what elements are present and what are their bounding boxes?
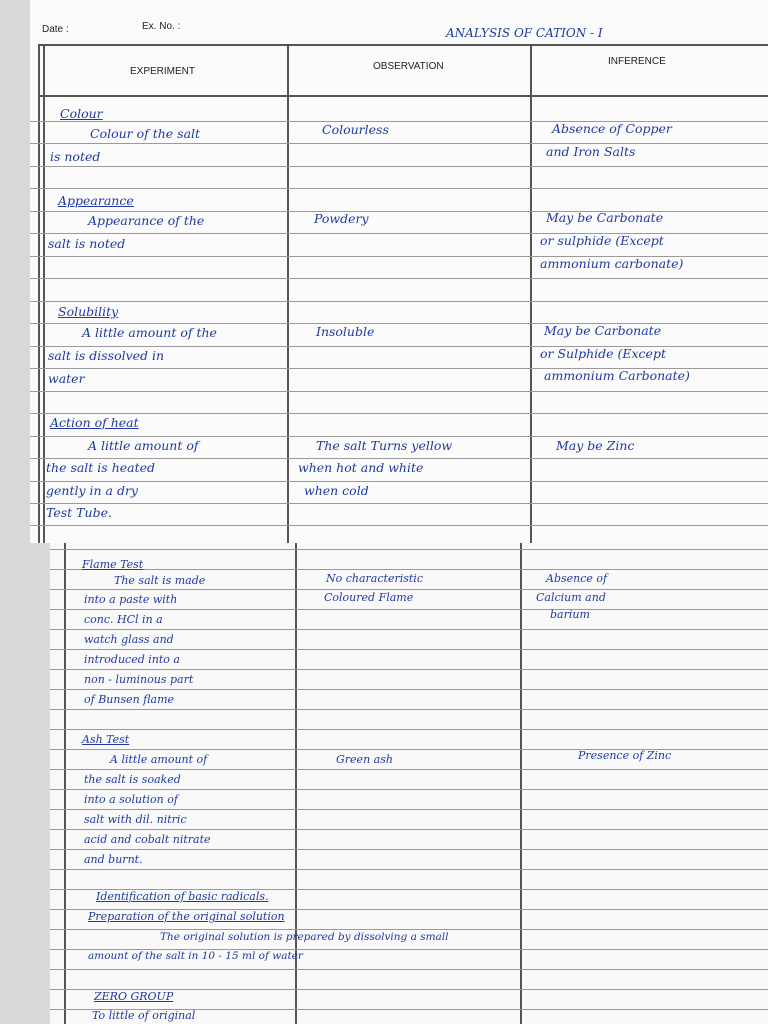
experiment-line: non - luminous part — [84, 673, 194, 686]
experiment-line: watch glass and — [84, 633, 174, 646]
header-experiment: EXPERIMENT — [130, 66, 196, 77]
observation-line: Green ash — [336, 753, 393, 766]
ruled-line — [30, 436, 768, 437]
ruled-line — [50, 669, 768, 670]
ruled-line — [30, 503, 768, 504]
ruled-line — [50, 549, 768, 550]
observation-line: No characteristic — [326, 572, 423, 585]
row-heading-colour: Colour — [60, 106, 103, 121]
ruled-line — [50, 649, 768, 650]
ruled-line — [50, 789, 768, 790]
observation-line: Coloured Flame — [324, 591, 414, 604]
paragraph-line: The original solution is prepared by dissolving a small — [160, 931, 449, 943]
observation-line: when hot and white — [298, 460, 424, 475]
experiment-line: is noted — [50, 149, 101, 164]
ruled-line — [50, 709, 768, 710]
experiment-line: introduced into a — [84, 653, 180, 666]
date-label: Date : — [42, 24, 69, 35]
ruled-line — [50, 869, 768, 870]
ruled-line — [50, 729, 768, 730]
zero-group-line: To little of original — [92, 1009, 196, 1022]
ruled-line — [50, 609, 768, 610]
ruled-line — [30, 166, 768, 167]
experiment-line: water — [48, 371, 85, 386]
experiment-line: The salt is made — [114, 574, 206, 587]
record-sheet-bottom — [50, 543, 768, 1024]
ruled-line — [50, 849, 768, 850]
header-bottom-border — [38, 95, 768, 97]
zero-group-heading: ZERO GROUP — [94, 990, 174, 1003]
ruled-line — [50, 809, 768, 810]
observation-line: The salt Turns yellow — [316, 438, 453, 453]
ruled-line — [30, 301, 768, 302]
experiment-line: A little amount of — [110, 753, 208, 766]
experiment-line: salt with dil. nitric — [84, 813, 187, 826]
ruled-line — [30, 391, 768, 392]
table-margin-line — [64, 543, 66, 1024]
inference-line: Absence of — [546, 572, 608, 585]
record-sheet-top — [30, 0, 768, 543]
experiment-line: of Bunsen flame — [84, 693, 175, 706]
exno-label: Ex. No. : — [142, 21, 181, 32]
experiment-line: Appearance of the — [88, 213, 205, 228]
inference-line: and Iron Salts — [546, 144, 636, 159]
ruled-line — [50, 769, 768, 770]
row-heading-appearance: Appearance — [58, 193, 134, 208]
ruled-line — [30, 278, 768, 279]
ruled-line — [30, 143, 768, 144]
inference-line: or Sulphide (Except — [540, 346, 666, 361]
observation-line: Powdery — [314, 211, 369, 226]
experiment-line: into a paste with — [84, 593, 178, 606]
experiment-line: salt is dissolved in — [48, 348, 165, 363]
subsection-title: Preparation of the original solution — [88, 910, 285, 923]
experiment-line: A little amount of the — [82, 325, 217, 340]
column-divider-2 — [520, 543, 522, 1024]
column-divider-2 — [530, 44, 532, 543]
row-heading-flame-test: Flame Test — [82, 558, 144, 571]
ruled-line — [50, 689, 768, 690]
ruled-line — [30, 188, 768, 189]
inference-line: Absence of Copper — [552, 121, 672, 136]
ruled-line — [50, 629, 768, 630]
page-title: ANALYSIS OF CATION - I — [446, 26, 603, 40]
ruled-line — [30, 413, 768, 414]
table-left-border — [38, 44, 40, 543]
table-margin-line — [43, 44, 45, 543]
experiment-line: A little amount of — [88, 438, 199, 453]
experiment-line: acid and cobalt nitrate — [84, 833, 211, 846]
experiment-line: gently in a dry — [46, 483, 138, 498]
inference-line: Calcium and — [536, 591, 606, 604]
column-divider-1 — [287, 44, 289, 543]
inference-line: Presence of Zinc — [578, 749, 672, 762]
paragraph-line: amount of the salt in 10 - 15 ml of water — [88, 950, 303, 962]
observation-line: Colourless — [322, 122, 389, 137]
experiment-line: and burnt. — [84, 853, 143, 866]
header-inference: INFERENCE — [608, 56, 666, 67]
inference-line: ammonium Carbonate) — [544, 368, 690, 383]
inference-line: May be Carbonate — [544, 323, 662, 338]
experiment-line: conc. HCl in a — [84, 613, 163, 626]
experiment-line: Colour of the salt — [90, 126, 201, 141]
ruled-line — [30, 458, 768, 459]
section-title: Identification of basic radicals. — [96, 890, 269, 903]
observation-line: Insoluble — [316, 324, 375, 339]
experiment-line: salt is noted — [48, 236, 126, 251]
inference-line: barium — [550, 608, 590, 621]
experiment-line: the salt is heated — [46, 460, 156, 475]
ruled-line — [50, 969, 768, 970]
ruled-line — [30, 525, 768, 526]
row-heading-solubility: Solubility — [58, 304, 119, 319]
ruled-line — [30, 481, 768, 482]
ruled-line — [50, 569, 768, 570]
inference-line: or sulphide (Except — [540, 233, 664, 248]
row-heading-action-of-heat: Action of heat — [50, 415, 139, 430]
experiment-line: Test Tube. — [46, 505, 112, 520]
experiment-line: the salt is soaked — [84, 773, 181, 786]
inference-line: May be Carbonate — [546, 210, 664, 225]
experiment-line: into a solution of — [84, 793, 178, 806]
header-observation: OBSERVATION — [373, 61, 444, 72]
inference-line: May be Zinc — [556, 438, 635, 453]
ruled-line — [50, 829, 768, 830]
inference-line: ammonium carbonate) — [540, 256, 684, 271]
table-top-border — [38, 44, 768, 46]
row-heading-ash-test: Ash Test — [82, 733, 130, 746]
observation-line: when cold — [304, 483, 369, 498]
